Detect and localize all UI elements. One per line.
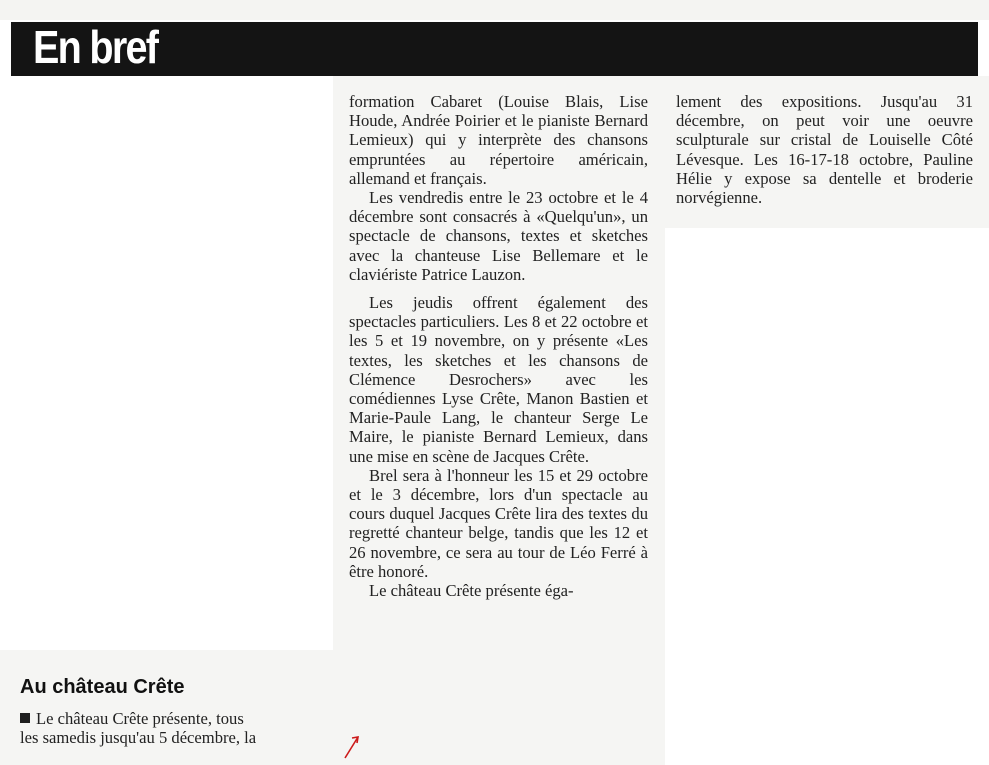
left-column-paper [0, 650, 333, 765]
banner-title: En bref [33, 21, 158, 73]
right-paragraph-1: lement des expositions. Jusqu'au 31 décembre, on peut voir une oeuvre sculpturale sur cristal de Louiselle Côté Lévesque. Les 16-17-18 octobre, Pauline Hélie y expose sa dentelle et broderie norvégienne. [676, 92, 973, 208]
left-line-1 [20, 709, 322, 728]
left-line-2: les samedis jusqu'au 5 décembre, la [20, 728, 257, 748]
red-arrow-icon [343, 732, 363, 760]
middle-paragraph-2: Les vendredis entre le 23 octobre et le 4 décembre sont consacrés à «Quelqu'un», un spectacle de chansons, textes et sketches avec la chanteuse Lise Bellemare et le claviériste Patrice Lauzon. [349, 188, 648, 284]
middle-column-text [349, 92, 648, 600]
middle-paragraph-1: formation Cabaret (Louise Blais, Lise Houde, Andrée Poirier et le pianiste Bernard Lemieux) qui y interprète des chansons empruntées au répertoire américain, allemand et français. [349, 92, 648, 188]
bullet-icon [20, 713, 30, 723]
left-column-text [20, 709, 322, 747]
section-banner [11, 22, 978, 76]
middle-paragraph-5: Le château Crête présente éga- [369, 581, 574, 601]
middle-paragraph-4: Brel sera à l'honneur les 15 et 29 octobre et le 3 décembre, lors d'un spectacle au cours duquel Jacques Crête lira des textes du regretté chanteur belge, tandis que les 12 et 26 novembre, ce sera au tour de Léo Ferré à être honoré. [349, 465, 648, 581]
article-heading: Au château Crête [20, 676, 185, 698]
middle-paragraph-3: Les jeudis offrent également des spectacles particuliers. Les 8 et 22 octobre et les 5 et 19 novembre, on y présente «Les textes, les sketches et les chansons de Clémence Desrochers» avec les comédiennes Lyse Crête, Manon Bastien et Marie-Paule Lang, le chanteur Serge Le Maire, le pianiste Bernard Lemieux, dans une mise en scène de Jacques Crête. [349, 293, 648, 466]
right-column-text [676, 92, 973, 207]
left-line-1-text: Le château Crête présente, tous [36, 709, 244, 728]
top-strip [0, 0, 989, 20]
